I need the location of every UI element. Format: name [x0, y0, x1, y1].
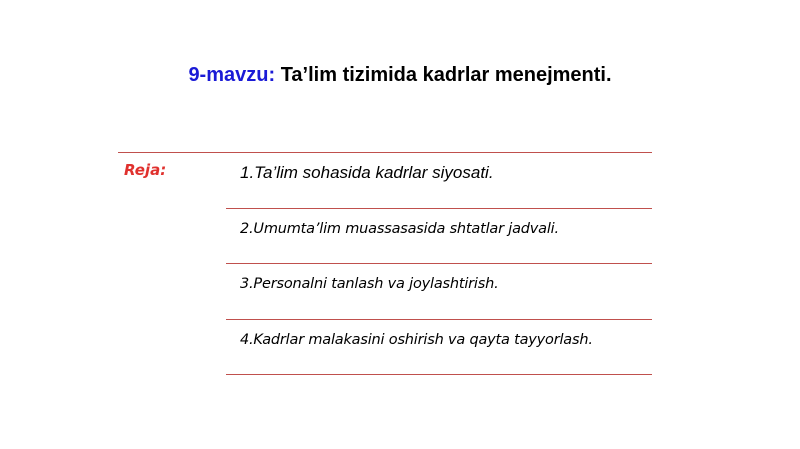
plan-label: Reja:: [124, 161, 167, 179]
plan-item-4: 4.Kadrlar malakasini oshirish va qayta tayyorlash.: [240, 332, 593, 348]
plan-divider-2: [226, 263, 652, 264]
plan-divider-1: [226, 208, 652, 209]
topic-title-text: Ta’lim tizimida kadrlar menejmenti.: [275, 64, 612, 86]
plan-item-1: 1.Ta’lim sohasida kadrlar siyosati.: [240, 163, 494, 182]
plan-item-2: 2.Umumta’lim muassasasida shtatlar jadvali.: [240, 221, 559, 237]
slide-title: [0, 60, 800, 90]
topic-number: 9-mavzu:: [188, 64, 276, 86]
plan-top-divider: [118, 152, 652, 153]
plan-divider-3: [226, 319, 652, 320]
plan-divider-4: [226, 374, 652, 375]
plan-item-3: 3.Personalni tanlash va joylashtirish.: [240, 276, 499, 292]
